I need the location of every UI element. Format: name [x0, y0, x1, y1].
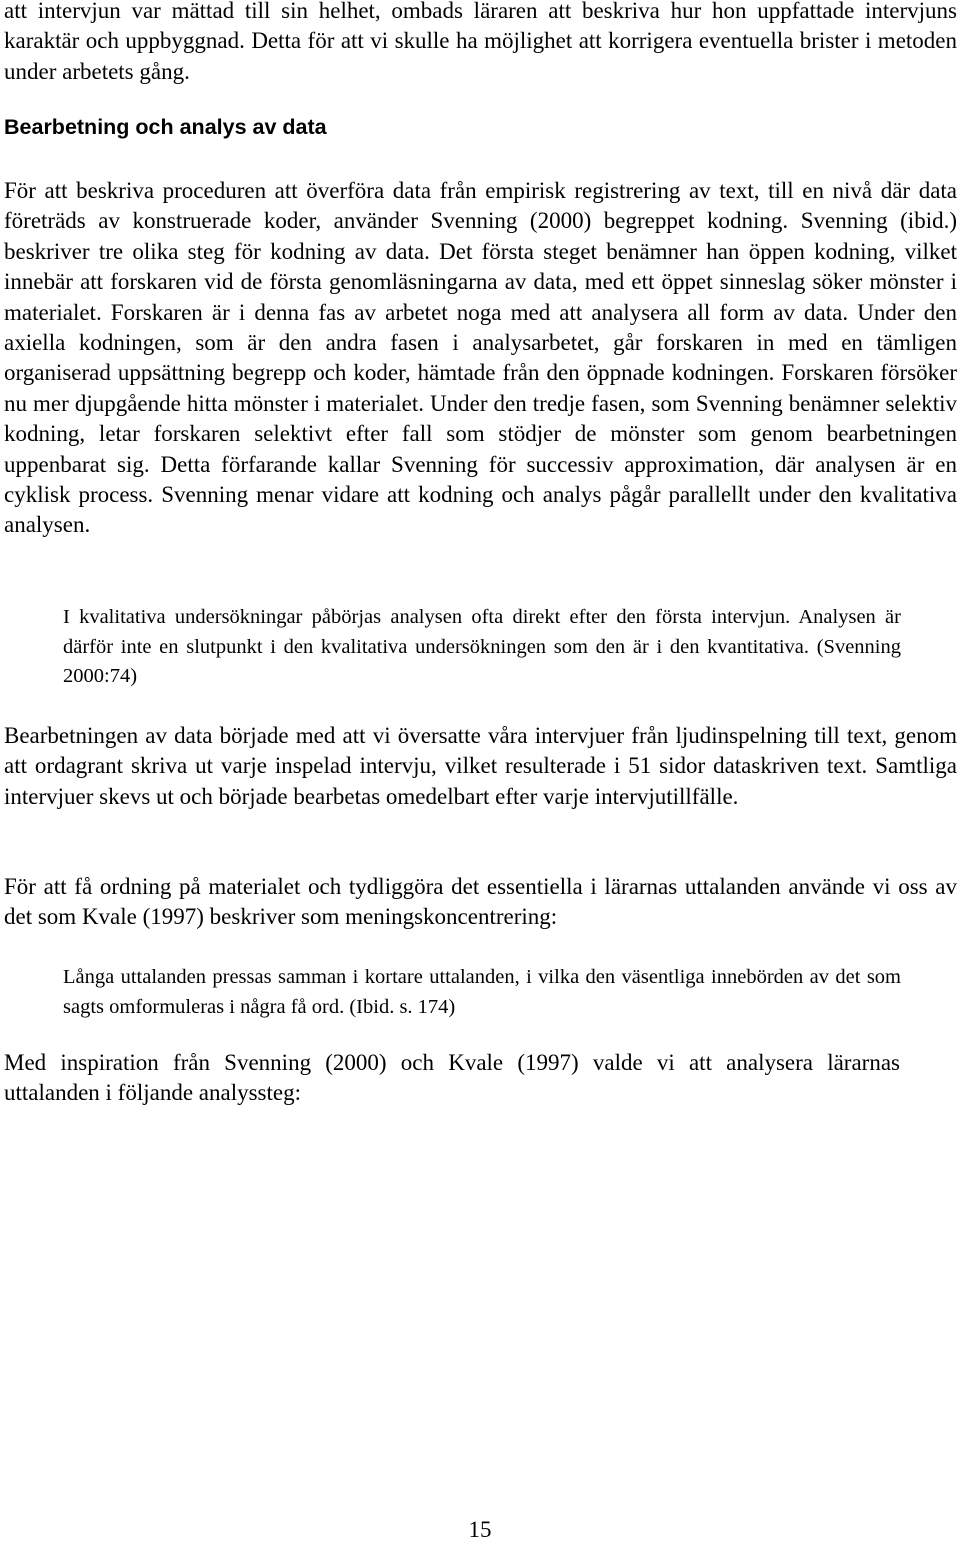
block-quote-kvale: Långa uttalanden pressas samman i kortare uttalanden, i vilka den väsentliga innebörden av det som sagts omformuleras i några få ord. (Ibid. s. 174) — [63, 966, 901, 1018]
page-number: 15 — [468, 1517, 492, 1542]
section-heading: Bearbetning och analys av data — [4, 115, 327, 139]
body-paragraph-coding: För att beskriva proceduren att överföra data från empirisk registrering av text, till en nivå där data företräds av konstruerade koder, använder Svenning (2000) begreppet kodning. Svenning (ibid.) beskriver tre olika steg för kodning av data. Det första steget benämner han öppen kodning, vilket innebär att forskaren vid de första genomläsningarna av data, med ett öppet sinneslag söker mönster i materialet. Forskaren är i denna fas av arbetet noga med att analysera all form av data. Under den axiella kodningen, som är den andra fasen i analysarbetet, går forskaren in med en tämligen organiserad uppsättning begrepp och koder, hämtade från den öppnade kodningen. Forskaren försöker nu mer djupgående hitta mönster i materialet. Under den tredje fasen, som Svenning benämner selektiv kodning, letar forskaren selektivt efter fall som stödjer de mönster som genom bearbetningen uppenbarat sig. Detta förfarande kallar Svenning för successiv approximation, där analysen är en cyklisk process. Svenning menar vidare att kodning och analys pågår parallellt under den kvalitativa analysen. — [4, 178, 957, 538]
body-paragraph-meaning-condensation: För att få ordning på materialet och tydliggöra det essentiella i lärarnas uttalanden använde vi oss av det som Kvale (1997) beskriver som meningskoncentrering: — [4, 874, 957, 930]
body-paragraph-transcription: Bearbetningen av data började med att vi översatte våra intervjuer från ljudinspelning till text, genom att ordagrant skriva ut varje inspelad intervju, vilket resulterade i 51 sidor dataskriven text. Samtliga intervjuer skevs ut och började bearbetas omedelbart efter varje intervjutillfälle. — [4, 723, 957, 809]
intro-paragraph: att intervjun var mättad till sin helhet, ombads läraren att beskriva hur hon uppfattade intervjuns karaktär och uppbyggnad. Detta för att vi skulle ha möjlighet att korrigera eventuella brister i metoden under arbetets gång. — [4, 0, 957, 84]
block-quote-svenning: I kvalitativa undersökningar påbörjas analysen ofta direkt efter den första intervjun. Analysen är därför inte en slutpunkt i den kvalitativa undersökningen som den är i den kvantitativa. (Svenning 2000:74) — [63, 606, 901, 687]
body-paragraph-analysis-steps: Med inspiration från Svenning (2000) och Kvale (1997) valde vi att analysera lärarnas uttalanden i följande analyssteg: — [4, 1050, 900, 1106]
